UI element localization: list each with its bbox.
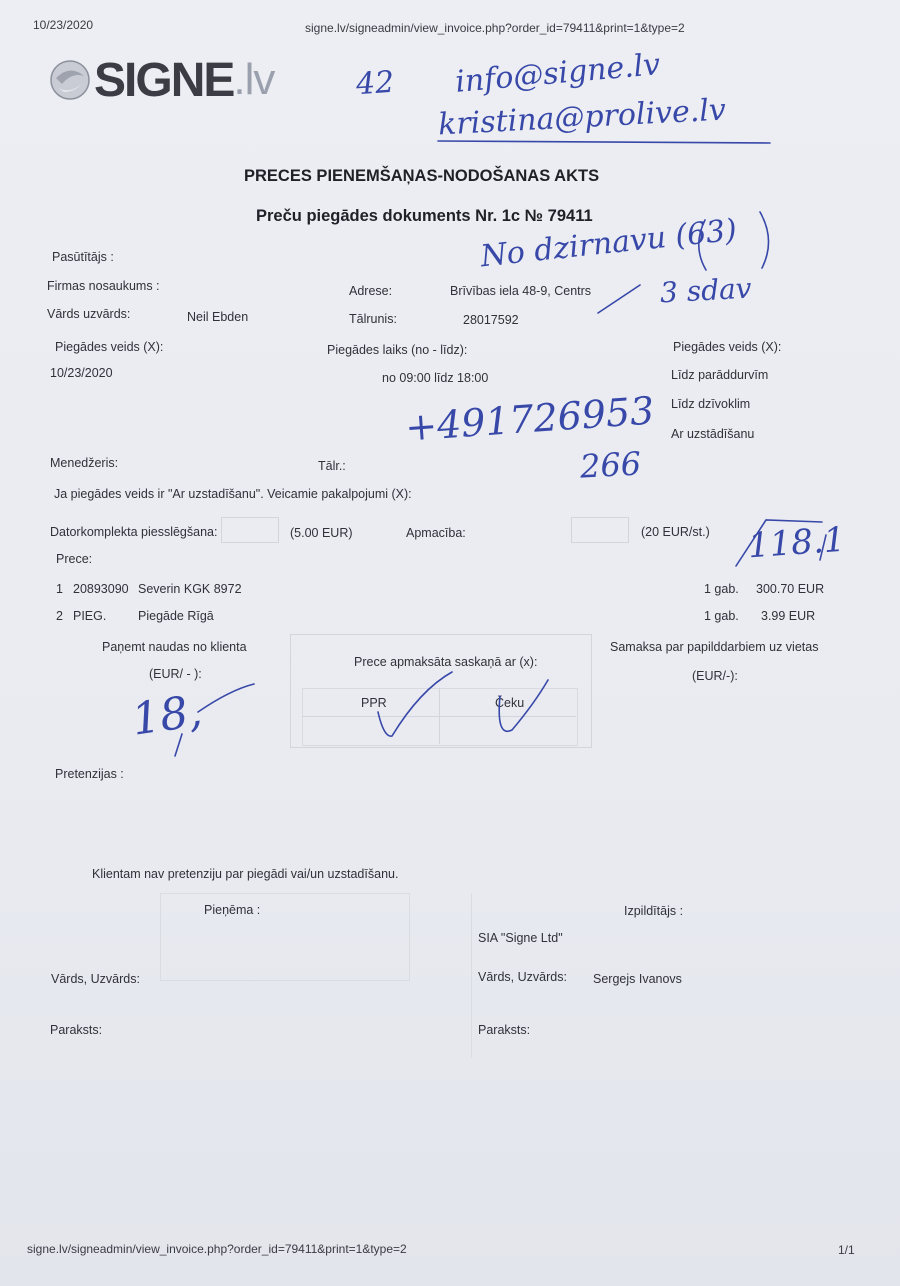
logo-brand: SIGNE — [94, 53, 234, 107]
globe-logo-icon — [48, 58, 92, 102]
name-label: Vārds uzvārds: — [47, 307, 131, 321]
cash-unit: (EUR/ - ): — [149, 667, 202, 681]
delivery-date: 10/23/2020 — [50, 366, 113, 380]
phone-label: Tālrunis: — [349, 312, 397, 326]
received-label: Pieņēma : — [204, 903, 261, 917]
footer-url: signe.lv/signeadmin/view_invoice.php?order_id=79411&print=1&type=2 — [27, 1242, 407, 1256]
extra-work-unit: (EUR/-): — [692, 669, 738, 683]
executor-divider — [471, 893, 472, 1058]
item-qty: 1 gab. — [704, 609, 739, 623]
delivery-type-label-left: Piegādes veids (X): — [55, 340, 164, 354]
address-value: Brīvības iela 48-9, Centrs — [450, 284, 592, 298]
handwritten-email-1: info@signe.lv — [453, 47, 662, 100]
document-subtitle: Preču piegādes dokuments Nr. 1c № 79411 — [256, 207, 593, 225]
phone-value: 28017592 — [463, 313, 519, 327]
item-price: 300.70 EUR — [756, 582, 825, 596]
executor-name: Sergejs Ivanovs — [593, 972, 682, 986]
payment-method-row-divider — [302, 716, 576, 717]
services-intro: Ja piegādes veids ir "Ar uzstadīšanu". Veicamie pakalpojumi (X): — [54, 487, 412, 501]
training-price: (20 EUR/st.) — [641, 525, 710, 539]
executor-label: Izpildītājs : — [624, 904, 684, 918]
item-name: Severin KGK 8972 — [138, 582, 242, 596]
ceku-label: Čeku — [495, 696, 525, 710]
signe-logo — [48, 50, 274, 110]
note-paren-right-stroke — [760, 212, 769, 268]
item-num: 1 — [56, 582, 63, 596]
goods-label: Prece: — [56, 552, 93, 566]
email-underline-stroke — [438, 141, 770, 143]
received-sign-box — [160, 893, 410, 981]
customer-label: Pasūtītājs : — [52, 250, 114, 264]
claims-label: Pretenzijas : — [55, 767, 124, 781]
pc-setup-checkbox — [221, 517, 279, 543]
delivery-option-apartment: Līdz dzīvoklim — [671, 397, 751, 411]
cash-label: Paņemt naudas no klienta — [102, 640, 247, 654]
delivery-time-label: Piegādes laiks (no - līdz): — [327, 343, 468, 357]
item-name: Piegāde Rīgā — [138, 609, 214, 623]
received-name-label: Vārds, Uzvārds: — [51, 972, 140, 986]
executor-company: SIA "Signe Ltd" — [478, 931, 563, 945]
cash-flourish-stroke — [198, 684, 254, 712]
handwritten-total: 118.1 — [746, 519, 847, 567]
handwritten-extension: 266 — [579, 444, 643, 486]
item-num: 2 — [56, 609, 63, 623]
handwritten-email-2: kristina@prolive.lv — [437, 92, 727, 143]
delivery-option-install: Ar uzstādīšanu — [671, 427, 755, 441]
executor-name-label: Vārds, Uzvārds: — [478, 970, 567, 984]
handwritten-number: 42 — [354, 64, 396, 103]
address-label: Adrese: — [349, 284, 393, 298]
payment-method-grid — [302, 688, 578, 746]
pc-setup-label: Datorkomplekta piesslēgšana: — [50, 525, 218, 539]
handwritten-cash-amount: 18, — [128, 685, 206, 746]
received-sign-label: Paraksts: — [50, 1023, 103, 1037]
handwritten-note-2: 3 sdav — [659, 271, 753, 310]
delivery-time-value: no 09:00 līdz 18:00 — [382, 371, 489, 385]
item-price: 3.99 EUR — [761, 609, 816, 623]
training-label: Apmacība: — [406, 526, 466, 540]
document-title: PRECES PIENEMŠAŅAS-NODOŠANAS AKTS — [244, 167, 600, 185]
handwritten-phone: +491726953 — [403, 388, 656, 450]
delivery-option-door: Līdz parāddurvīm — [671, 368, 769, 382]
ppr-label: PPR — [361, 696, 387, 710]
logo-tld: .lv — [233, 55, 275, 104]
print-url: signe.lv/signeadmin/view_invoice.php?order_id=79411&print=1&type=2 — [305, 21, 685, 35]
item-code: 20893090 — [73, 582, 129, 596]
manager-label: Menedžeris: — [50, 456, 119, 470]
no-claims-text: Klientam nav pretenziju par piegādi vai/un uzstadīšanu. — [92, 867, 399, 881]
manager-phone-label: Tālr.: — [318, 459, 346, 473]
training-checkbox — [571, 517, 629, 543]
handwritten-note: No dzirnavu (63) — [478, 212, 739, 275]
name-value: Neil Ebden — [187, 310, 249, 324]
item-code: PIEG. — [73, 609, 107, 623]
print-date: 10/23/2020 — [33, 18, 94, 32]
extra-work-label: Samaksa par papilddarbiem uz vietas — [610, 640, 819, 654]
item-qty: 1 gab. — [704, 582, 739, 596]
note-slash-stroke — [598, 285, 640, 313]
company-label: Firmas nosaukums : — [47, 279, 160, 293]
paid-label: Prece apmaksāta saskaņā ar (x): — [354, 655, 538, 669]
delivery-type-label-right: Piegādes veids (X): — [673, 340, 782, 354]
pc-setup-price: (5.00 EUR) — [290, 526, 353, 540]
footer-page: 1/1 — [838, 1243, 855, 1257]
executor-sign-label: Paraksts: — [478, 1023, 531, 1037]
